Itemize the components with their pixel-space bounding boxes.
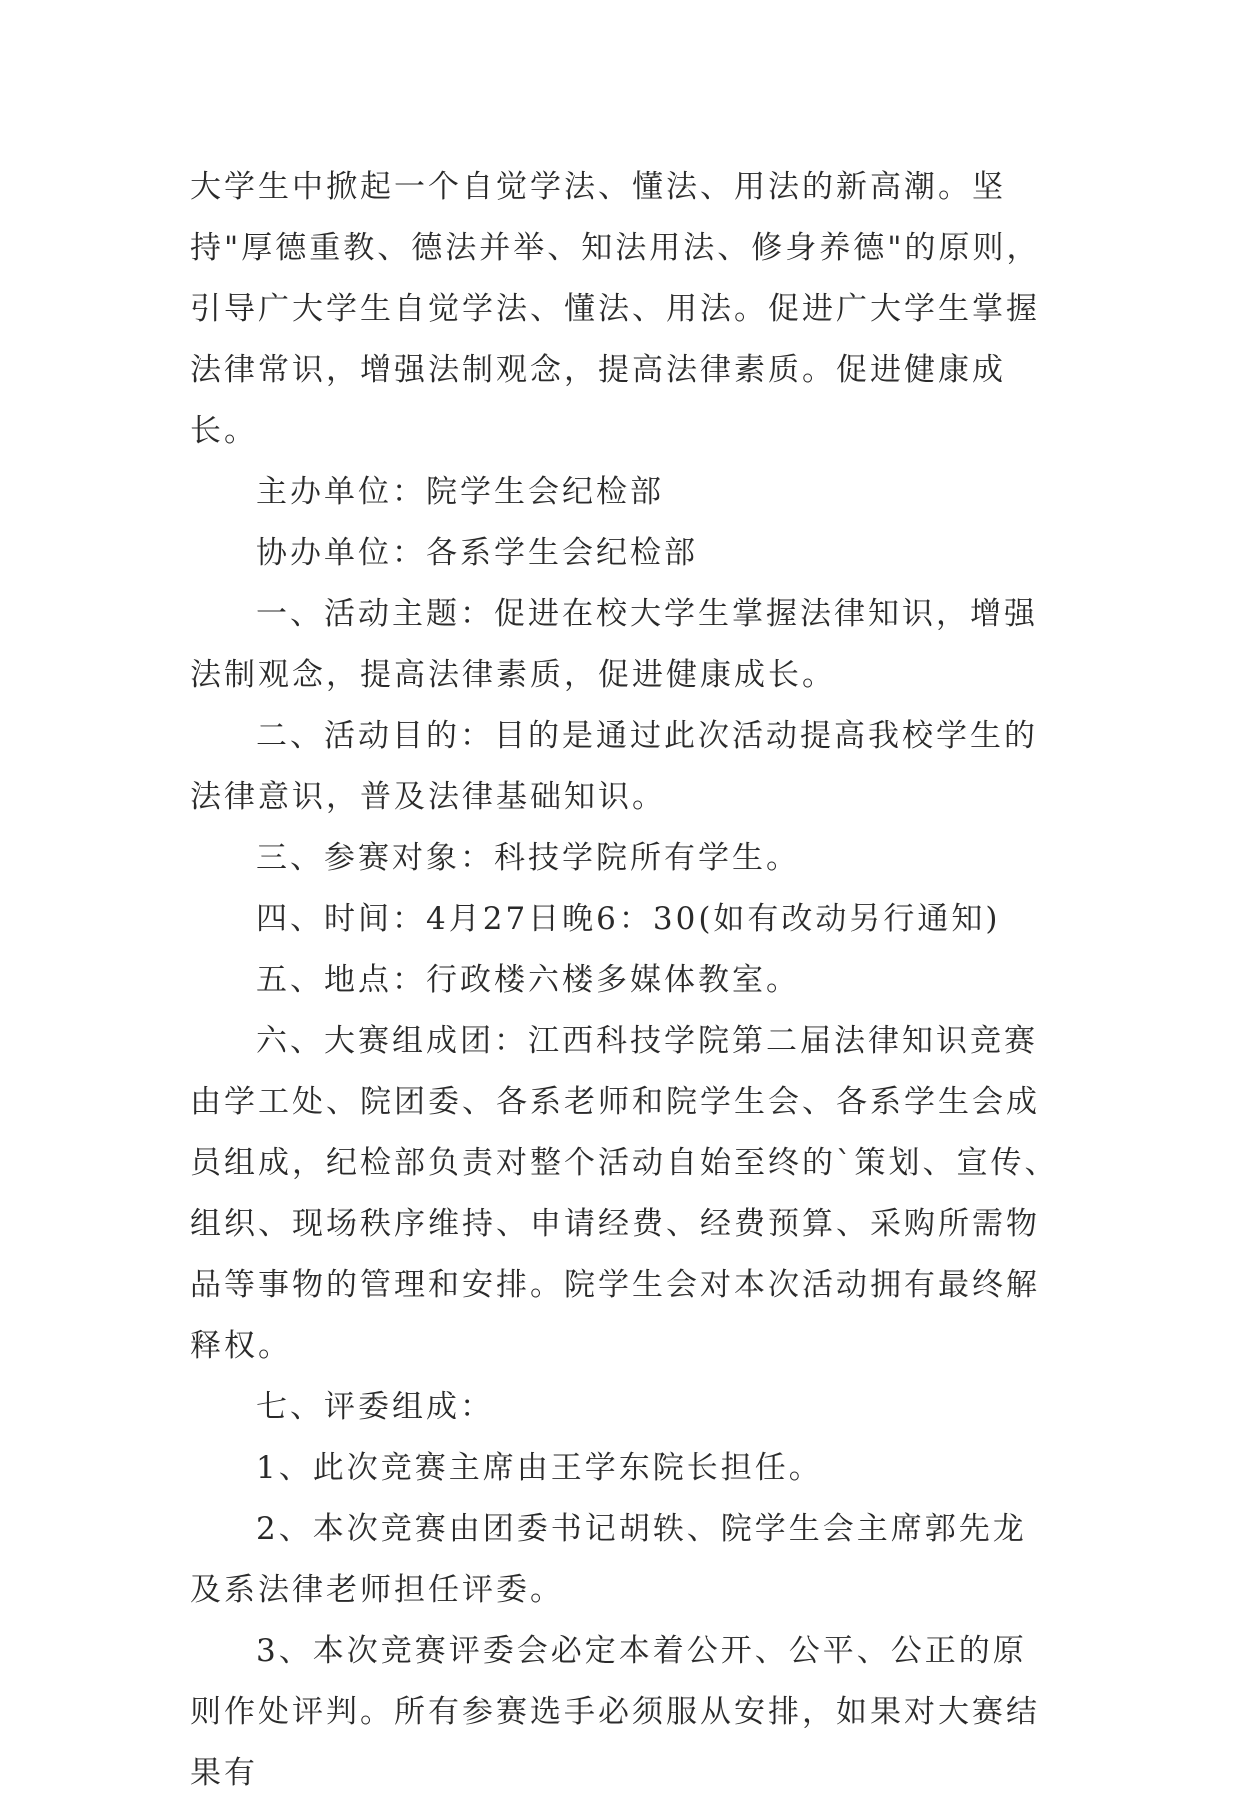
paragraph-judges-2: 2、本次竞赛由团委书记胡轶、院学生会主席郭先龙及系法律老师担任评委。 — [190, 1511, 1027, 1608]
paragraph-judges-heading: 七、评委组成： — [256, 1389, 494, 1425]
paragraph-theme: 一、活动主题：促进在校大学生掌握法律知识，增强法制观念，提高法律素质，促进健康成长。 — [190, 596, 1038, 693]
document-body — [190, 157, 1060, 1804]
paragraph-participants: 三、参赛对象：科技学院所有学生。 — [256, 840, 800, 876]
paragraph-time: 四、时间：4月27日晚6：30(如有改动另行通知) — [256, 901, 1001, 937]
paragraph-committee: 六、大赛组成团：江西科技学院第二届法律知识竞赛由学工处、院团委、各系老师和院学生会、各系学生会成员组成，纪检部负责对整个活动自始至终的`策划、宣传、组织、现场秩序维持、申请经费、经费预算、采购所需物品等事物的管理和安排。院学生会对本次活动拥有最终解释权。 — [190, 1023, 1059, 1364]
paragraph-co-organizer: 协办单位：各系学生会纪检部 — [256, 535, 698, 571]
paragraph-judges-1: 1、此次竞赛主席由王学东院长担任。 — [256, 1450, 823, 1486]
paragraph-intro: 大学生中掀起一个自觉学法、懂法、用法的新高潮。坚持"厚德重教、德法并举、知法用法、修身养德"的原则，引导广大学生自觉学法、懂法、用法。促进广大学生掌握法律常识，增强法制观念，提高法律素质。促进健康成长。 — [190, 169, 1041, 449]
paragraph-purpose: 二、活动目的：目的是通过此次活动提高我校学生的法律意识，普及法律基础知识。 — [190, 718, 1038, 815]
paragraph-organizer: 主办单位：院学生会纪检部 — [256, 474, 664, 510]
paragraph-location: 五、地点：行政楼六楼多媒体教室。 — [256, 962, 800, 998]
paragraph-judges-3: 3、本次竞赛评委会必定本着公开、公平、公正的原则作处评判。所有参赛选手必须服从安排，如果对大赛结果有 — [190, 1633, 1040, 1791]
